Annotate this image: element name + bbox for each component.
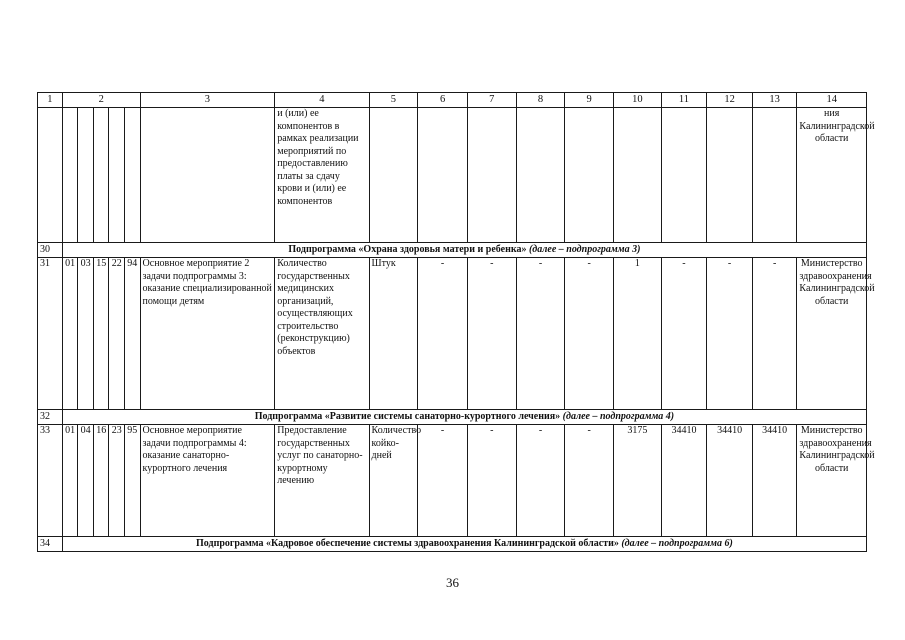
unit-cell: Количество койко-дней bbox=[369, 425, 418, 537]
value-cell: 1 bbox=[614, 258, 662, 410]
value-cell: - bbox=[565, 258, 614, 410]
col-header: 7 bbox=[467, 93, 516, 108]
value-cell: - bbox=[752, 258, 797, 410]
table-row-continued bbox=[38, 108, 867, 243]
event-cell: Основное мероприятие 2 задачи подпрограммы 3: оказание специализированной помощи детям bbox=[140, 258, 275, 410]
col-header: 11 bbox=[661, 93, 707, 108]
col-header: 8 bbox=[516, 93, 565, 108]
row-number: 33 bbox=[38, 425, 63, 537]
value-cell: - bbox=[707, 258, 753, 410]
code-cell: 01 bbox=[62, 425, 78, 537]
subprogram-row bbox=[38, 537, 867, 552]
value-cell: 34410 bbox=[661, 425, 707, 537]
col-header: 14 bbox=[797, 93, 867, 108]
col-header: 3 bbox=[140, 93, 275, 108]
value-cell: - bbox=[661, 258, 707, 410]
value-cell: - bbox=[516, 425, 565, 537]
value-cell: 3175 bbox=[614, 425, 662, 537]
header-row bbox=[38, 93, 867, 108]
col-header: 10 bbox=[614, 93, 662, 108]
code-cell: 15 bbox=[93, 258, 109, 410]
event-cell: Основное мероприятие задачи подпрограммы 4: оказание санаторно-курортного лечения bbox=[140, 425, 275, 537]
page-number: 36 bbox=[446, 575, 459, 590]
code-cell: 95 bbox=[124, 425, 140, 537]
code-cell: 94 bbox=[124, 258, 140, 410]
row-number: 32 bbox=[38, 410, 63, 425]
code-cell: 16 bbox=[93, 425, 109, 537]
value-cell: - bbox=[565, 425, 614, 537]
row-number: 31 bbox=[38, 258, 63, 410]
indicator-cell: Предоставление государственных услуг по санаторно-курортному лечению bbox=[275, 425, 369, 537]
subprogram-title: Подпрограмма «Охрана здоровья матери и ребенка» (далее – подпрограмма 3) bbox=[62, 243, 866, 258]
value-cell: 34410 bbox=[707, 425, 753, 537]
unit-cell: Штук bbox=[369, 258, 418, 410]
subprogram-row bbox=[38, 243, 867, 258]
row-number: 34 bbox=[38, 537, 63, 552]
code-cell: 04 bbox=[78, 425, 94, 537]
program-table bbox=[37, 92, 875, 552]
responsible-cell: Министерство здравоохранения Калининградской области bbox=[797, 425, 867, 537]
code-cell: 03 bbox=[78, 258, 94, 410]
subprogram-title: Подпрограмма «Кадровое обеспечение системы здравоохранения Калининградской области» (далее – подпрограмма 6) bbox=[62, 537, 866, 552]
col-header: 2 bbox=[62, 93, 140, 108]
row-number: 30 bbox=[38, 243, 63, 258]
value-cell: - bbox=[418, 258, 468, 410]
col-header: 6 bbox=[418, 93, 468, 108]
col-header: 9 bbox=[565, 93, 614, 108]
subprogram-title: Подпрограмма «Развитие системы санаторно-курортного лечения» (далее – подпрограмма 4) bbox=[62, 410, 866, 425]
value-cell: 34410 bbox=[752, 425, 797, 537]
value-cell: - bbox=[516, 258, 565, 410]
subprogram-row bbox=[38, 410, 867, 425]
table-row bbox=[38, 425, 867, 537]
code-cell: 23 bbox=[109, 425, 125, 537]
table-row bbox=[38, 258, 867, 410]
indicator-cell: Количество государственных медицинских организаций, осуществляющих строительство (реконструкцию) объектов bbox=[275, 258, 369, 410]
col-header: 1 bbox=[38, 93, 63, 108]
value-cell: - bbox=[467, 258, 516, 410]
responsible-cell: Министерство здравоохранения Калининградской области bbox=[797, 258, 867, 410]
col-header: 12 bbox=[707, 93, 753, 108]
value-cell: - bbox=[467, 425, 516, 537]
responsible-cell: ния Калининградской области bbox=[797, 108, 867, 243]
indicator-cell: и (или) ее компонентов в рамках реализации мероприятий по предоставлению платы за сдачу крови и (или) ее компонентов bbox=[275, 108, 369, 243]
col-header: 13 bbox=[752, 93, 797, 108]
value-cell: - bbox=[418, 425, 468, 537]
code-cell: 22 bbox=[109, 258, 125, 410]
col-header: 4 bbox=[275, 93, 369, 108]
col-header: 5 bbox=[369, 93, 418, 108]
code-cell: 01 bbox=[62, 258, 78, 410]
